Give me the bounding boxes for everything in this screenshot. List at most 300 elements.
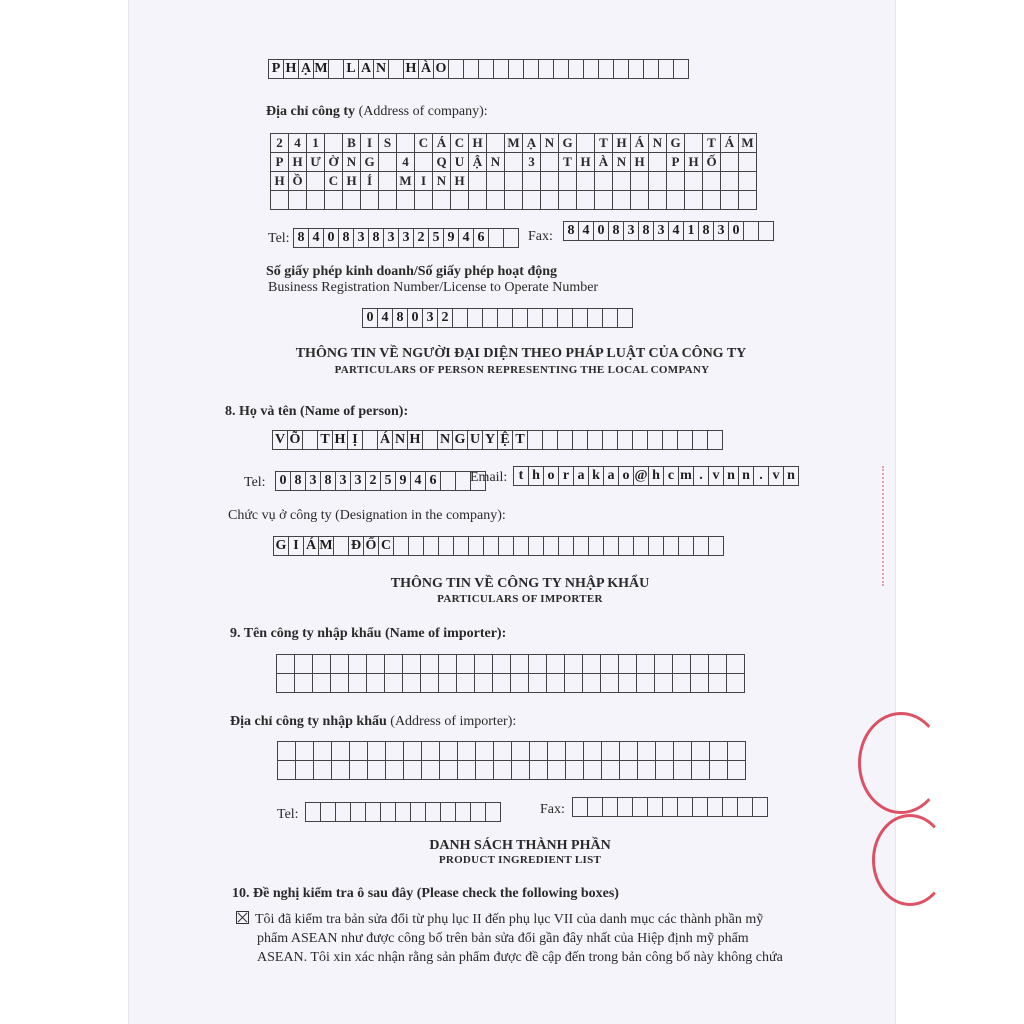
char-box[interactable]	[617, 797, 633, 817]
char-box: Á	[432, 133, 451, 153]
char-box	[612, 171, 631, 191]
char-box[interactable]	[485, 802, 501, 822]
char-box[interactable]	[709, 741, 728, 761]
char-box[interactable]	[673, 741, 692, 761]
char-box[interactable]	[367, 760, 386, 780]
char-box: C	[450, 133, 469, 153]
char-box[interactable]	[365, 802, 381, 822]
char-box[interactable]	[384, 654, 403, 674]
char-box	[684, 190, 703, 210]
char-box	[666, 190, 685, 210]
char-box	[288, 190, 307, 210]
grid-row	[270, 190, 757, 210]
char-box[interactable]	[565, 741, 584, 761]
char-box	[693, 536, 709, 556]
char-box[interactable]	[529, 741, 548, 761]
char-box[interactable]	[276, 673, 295, 693]
char-box	[662, 430, 678, 450]
char-box	[587, 430, 603, 450]
char-box: Ậ	[468, 152, 487, 172]
char-box[interactable]	[632, 797, 648, 817]
char-box: v	[708, 466, 724, 486]
red-mark-fragment	[882, 466, 887, 586]
char-box: 8	[608, 221, 624, 241]
char-box[interactable]	[402, 654, 421, 674]
char-box[interactable]	[601, 760, 620, 780]
char-box[interactable]	[276, 654, 295, 674]
char-box[interactable]	[493, 741, 512, 761]
char-box[interactable]	[366, 673, 385, 693]
char-box	[632, 430, 648, 450]
char-box	[588, 536, 604, 556]
char-box: 3	[398, 228, 414, 248]
company-address-label	[266, 104, 488, 120]
char-box	[666, 171, 685, 191]
char-box	[648, 152, 667, 172]
char-box[interactable]	[529, 760, 548, 780]
char-box[interactable]	[474, 654, 493, 674]
company-fax-boxes	[563, 221, 774, 241]
char-box[interactable]	[402, 673, 421, 693]
char-box: N	[540, 133, 559, 153]
char-box: 9	[443, 228, 459, 248]
char-box	[720, 152, 739, 172]
char-box[interactable]	[395, 802, 411, 822]
char-box: o	[543, 466, 559, 486]
char-box: 3	[350, 471, 366, 491]
char-box	[328, 59, 344, 79]
char-box	[504, 171, 523, 191]
char-box[interactable]	[380, 802, 396, 822]
char-box	[478, 59, 494, 79]
char-box[interactable]	[440, 802, 456, 822]
char-box: Õ	[287, 430, 303, 450]
char-box[interactable]	[546, 673, 565, 693]
char-box[interactable]	[690, 654, 709, 674]
char-box[interactable]	[474, 673, 493, 693]
char-box[interactable]	[510, 673, 529, 693]
char-box[interactable]	[726, 673, 745, 693]
char-box: Ố	[702, 152, 721, 172]
char-box	[527, 430, 543, 450]
char-box[interactable]	[367, 741, 386, 761]
char-box[interactable]	[618, 654, 637, 674]
char-box: C	[324, 171, 343, 191]
importer-address-label	[230, 714, 516, 730]
char-box	[432, 190, 451, 210]
ingredients-heading: DANH SÁCH THÀNH PHẦN	[429, 838, 611, 853]
char-box[interactable]	[349, 760, 368, 780]
char-box[interactable]	[313, 760, 332, 780]
char-box	[557, 430, 573, 450]
char-box	[553, 59, 569, 79]
char-box[interactable]	[330, 673, 349, 693]
char-box[interactable]	[601, 741, 620, 761]
char-box: 5	[380, 471, 396, 491]
char-box[interactable]	[277, 760, 296, 780]
char-box[interactable]	[438, 673, 457, 693]
char-box[interactable]	[647, 797, 663, 817]
char-box[interactable]	[294, 654, 313, 674]
char-box[interactable]	[330, 654, 349, 674]
char-box[interactable]	[677, 797, 693, 817]
char-box[interactable]	[456, 654, 475, 674]
char-box[interactable]	[618, 673, 637, 693]
char-box[interactable]	[726, 654, 745, 674]
char-box: 8	[392, 308, 408, 328]
char-box: 8	[638, 221, 654, 241]
char-box: 4	[288, 133, 307, 153]
char-box: H	[332, 430, 348, 450]
char-box	[702, 190, 721, 210]
char-box: 4	[410, 471, 426, 491]
char-box: Ạ	[522, 133, 541, 153]
char-box[interactable]	[583, 741, 602, 761]
char-box	[538, 59, 554, 79]
char-box[interactable]	[672, 654, 691, 674]
char-box: t	[513, 466, 529, 486]
grid-row	[277, 760, 746, 780]
char-box[interactable]	[565, 760, 584, 780]
char-box	[378, 190, 397, 210]
char-box	[448, 59, 464, 79]
char-box[interactable]	[546, 654, 565, 674]
char-box	[617, 430, 633, 450]
char-box[interactable]	[384, 673, 403, 693]
char-box	[602, 308, 618, 328]
license-label-vi: Số giấy phép kinh doanh/Số giấy phép hoạt động	[266, 264, 558, 279]
char-box[interactable]	[439, 741, 458, 761]
company-address-label-vi: Địa chỉ công ty	[266, 104, 356, 119]
char-box: Á	[630, 133, 649, 153]
char-box[interactable]	[619, 760, 638, 780]
char-box: A	[358, 59, 374, 79]
rep-name-boxes	[272, 430, 723, 450]
char-box	[702, 171, 721, 191]
char-box[interactable]	[455, 802, 471, 822]
license-label-en: Business Registration Number/License to Operate Number	[268, 280, 599, 295]
char-box	[522, 190, 541, 210]
char-box	[647, 430, 663, 450]
char-box[interactable]	[350, 802, 366, 822]
char-box	[324, 133, 343, 153]
char-box: M	[504, 133, 523, 153]
char-box[interactable]	[709, 760, 728, 780]
char-box: 3	[422, 308, 438, 328]
rep-email-label: Email:	[470, 470, 508, 485]
char-box: 0	[323, 228, 339, 248]
char-box	[720, 190, 739, 210]
char-box[interactable]	[707, 797, 723, 817]
char-box[interactable]	[727, 741, 746, 761]
char-box[interactable]	[331, 741, 350, 761]
char-box[interactable]	[564, 673, 583, 693]
char-box[interactable]	[511, 760, 530, 780]
char-box	[543, 536, 559, 556]
char-box[interactable]	[654, 654, 673, 674]
char-box[interactable]	[403, 760, 422, 780]
char-box[interactable]	[672, 673, 691, 693]
char-box[interactable]	[335, 802, 351, 822]
char-box: k	[588, 466, 604, 486]
char-box[interactable]	[385, 741, 404, 761]
char-box[interactable]	[690, 673, 709, 693]
char-box	[618, 536, 634, 556]
char-box	[504, 152, 523, 172]
char-box[interactable]	[637, 760, 656, 780]
char-box	[302, 430, 318, 450]
char-box[interactable]	[582, 673, 601, 693]
char-box[interactable]	[636, 673, 655, 693]
char-box	[648, 536, 664, 556]
char-box[interactable]	[600, 654, 619, 674]
char-box	[438, 536, 454, 556]
importer-section-subheading: PARTICULARS OF IMPORTER	[437, 593, 603, 605]
char-box[interactable]	[528, 654, 547, 674]
char-box[interactable]	[470, 802, 486, 822]
char-box[interactable]	[348, 654, 367, 674]
declaration-line-2: phẩm ASEAN như được công bố trên bản sửa đổi gần đây nhất của Hiệp định mỹ phẩm	[257, 931, 749, 946]
char-box[interactable]	[439, 760, 458, 780]
char-box	[455, 471, 471, 491]
char-box: 8	[698, 221, 714, 241]
char-box[interactable]	[348, 673, 367, 693]
char-box[interactable]	[510, 654, 529, 674]
char-box[interactable]	[602, 797, 618, 817]
char-box: Ạ	[298, 59, 314, 79]
importer-fax-label: Fax:	[540, 802, 565, 817]
check-boxes-label: 10. Đề nghị kiểm tra ô sau đây (Please check the following boxes)	[232, 886, 619, 901]
rep-tel-boxes	[275, 471, 486, 491]
char-box: Á	[377, 430, 393, 450]
char-box: Y	[482, 430, 498, 450]
char-box[interactable]	[421, 741, 440, 761]
char-box[interactable]	[637, 741, 656, 761]
char-box	[450, 190, 469, 210]
rep-designation-boxes	[273, 536, 724, 556]
char-box[interactable]	[600, 673, 619, 693]
char-box[interactable]	[708, 654, 727, 674]
char-box: 4	[377, 308, 393, 328]
char-box[interactable]	[295, 760, 314, 780]
char-box[interactable]	[425, 802, 441, 822]
char-box: n	[783, 466, 799, 486]
char-box[interactable]	[403, 741, 422, 761]
char-box[interactable]	[692, 797, 708, 817]
char-box: 8	[320, 471, 336, 491]
char-box: 1	[306, 133, 325, 153]
char-box[interactable]	[295, 741, 314, 761]
red-seal-stamp-upper	[858, 712, 944, 814]
char-box[interactable]	[691, 741, 710, 761]
char-box	[576, 133, 595, 153]
char-box	[707, 430, 723, 450]
char-box[interactable]	[737, 797, 753, 817]
importer-section-heading: THÔNG TIN VỀ CÔNG TY NHẬP KHẨU	[390, 576, 650, 591]
char-box: 3	[353, 228, 369, 248]
char-box: m	[678, 466, 694, 486]
char-box[interactable]	[583, 760, 602, 780]
char-box	[512, 308, 528, 328]
char-box[interactable]	[673, 760, 692, 780]
char-box[interactable]	[564, 654, 583, 674]
char-box: S	[378, 133, 397, 153]
grid-row	[270, 171, 757, 191]
char-box[interactable]	[305, 802, 321, 822]
char-box: N	[392, 430, 408, 450]
char-box[interactable]	[349, 741, 368, 761]
char-box[interactable]	[722, 797, 738, 817]
char-box	[663, 536, 679, 556]
char-box: H	[630, 152, 649, 172]
char-box	[360, 190, 379, 210]
char-box[interactable]	[493, 760, 512, 780]
importer-name-boxes	[276, 654, 745, 693]
char-box[interactable]	[708, 673, 727, 693]
char-box	[684, 133, 703, 153]
ingredients-subheading: PRODUCT INGREDIENT LIST	[438, 854, 602, 866]
char-box: P	[268, 59, 284, 79]
char-box	[493, 59, 509, 79]
char-box: H	[283, 59, 299, 79]
char-box	[270, 190, 289, 210]
char-box	[453, 536, 469, 556]
char-box: 3	[522, 152, 541, 172]
char-box: 3	[713, 221, 729, 241]
char-box	[558, 171, 577, 191]
char-box: H	[407, 430, 423, 450]
char-box	[508, 59, 524, 79]
char-box[interactable]	[655, 741, 674, 761]
char-box	[486, 133, 505, 153]
char-box[interactable]	[331, 760, 350, 780]
char-box: 0	[728, 221, 744, 241]
char-box	[720, 171, 739, 191]
char-box: Đ	[348, 536, 364, 556]
char-box[interactable]	[385, 760, 404, 780]
char-box	[440, 471, 456, 491]
char-box[interactable]	[320, 802, 336, 822]
char-box[interactable]	[277, 741, 296, 761]
char-box[interactable]	[312, 654, 331, 674]
char-box: o	[618, 466, 634, 486]
char-box[interactable]	[547, 760, 566, 780]
char-box[interactable]	[636, 654, 655, 674]
char-box[interactable]	[410, 802, 426, 822]
char-box[interactable]	[547, 741, 566, 761]
char-box	[388, 59, 404, 79]
char-box	[738, 190, 757, 210]
char-box[interactable]	[752, 797, 768, 817]
char-box[interactable]	[572, 797, 588, 817]
char-box: a	[603, 466, 619, 486]
char-box[interactable]	[312, 673, 331, 693]
char-box[interactable]	[475, 760, 494, 780]
char-box	[378, 171, 397, 191]
char-box[interactable]	[587, 797, 603, 817]
char-box: Ị	[347, 430, 363, 450]
rep-tel-label: Tel:	[244, 475, 266, 490]
char-box[interactable]	[294, 673, 313, 693]
char-box: G	[360, 152, 379, 172]
char-box: H	[468, 133, 487, 153]
char-box: 4	[668, 221, 684, 241]
char-box: N	[486, 152, 505, 172]
char-box[interactable]	[438, 654, 457, 674]
char-box[interactable]	[662, 797, 678, 817]
char-box[interactable]	[492, 654, 511, 674]
char-box	[572, 430, 588, 450]
red-seal-stamp-lower	[872, 814, 948, 906]
char-box: N	[373, 59, 389, 79]
checked-box-icon[interactable]	[236, 911, 249, 924]
char-box	[408, 536, 424, 556]
char-box[interactable]	[457, 760, 476, 780]
char-box: I	[414, 171, 433, 191]
char-box: a	[573, 466, 589, 486]
company-name-boxes	[268, 59, 689, 79]
char-box[interactable]	[366, 654, 385, 674]
char-box	[522, 171, 541, 191]
char-box: 2	[437, 308, 453, 328]
char-box: H	[342, 171, 361, 191]
char-box	[414, 190, 433, 210]
char-box[interactable]	[655, 760, 674, 780]
char-box[interactable]	[619, 741, 638, 761]
char-box	[684, 171, 703, 191]
char-box[interactable]	[421, 760, 440, 780]
char-box[interactable]	[528, 673, 547, 693]
char-box[interactable]	[511, 741, 530, 761]
char-box	[587, 308, 603, 328]
char-box[interactable]	[456, 673, 475, 693]
char-box	[557, 308, 573, 328]
char-box	[306, 171, 325, 191]
char-box: B	[342, 133, 361, 153]
char-box[interactable]	[313, 741, 332, 761]
char-box	[540, 171, 559, 191]
char-box[interactable]	[420, 654, 439, 674]
char-box	[497, 308, 513, 328]
char-box	[396, 133, 415, 153]
char-box	[362, 430, 378, 450]
char-box	[612, 190, 631, 210]
char-box[interactable]	[654, 673, 673, 693]
char-box	[468, 190, 487, 210]
char-box	[482, 308, 498, 328]
char-box: 6	[425, 471, 441, 491]
char-box: À	[594, 152, 613, 172]
char-box[interactable]	[475, 741, 494, 761]
char-box	[528, 536, 544, 556]
char-box[interactable]	[420, 673, 439, 693]
char-box[interactable]	[727, 760, 746, 780]
importer-fax-boxes	[572, 797, 768, 817]
char-box[interactable]	[492, 673, 511, 693]
char-box	[758, 221, 774, 241]
char-box	[504, 190, 523, 210]
char-box: H	[450, 171, 469, 191]
char-box: Ư	[306, 152, 325, 172]
char-box	[576, 190, 595, 210]
char-box	[503, 228, 519, 248]
char-box[interactable]	[457, 741, 476, 761]
char-box: 0	[275, 471, 291, 491]
char-box[interactable]	[582, 654, 601, 674]
char-box	[583, 59, 599, 79]
char-box[interactable]	[691, 760, 710, 780]
char-box	[463, 59, 479, 79]
